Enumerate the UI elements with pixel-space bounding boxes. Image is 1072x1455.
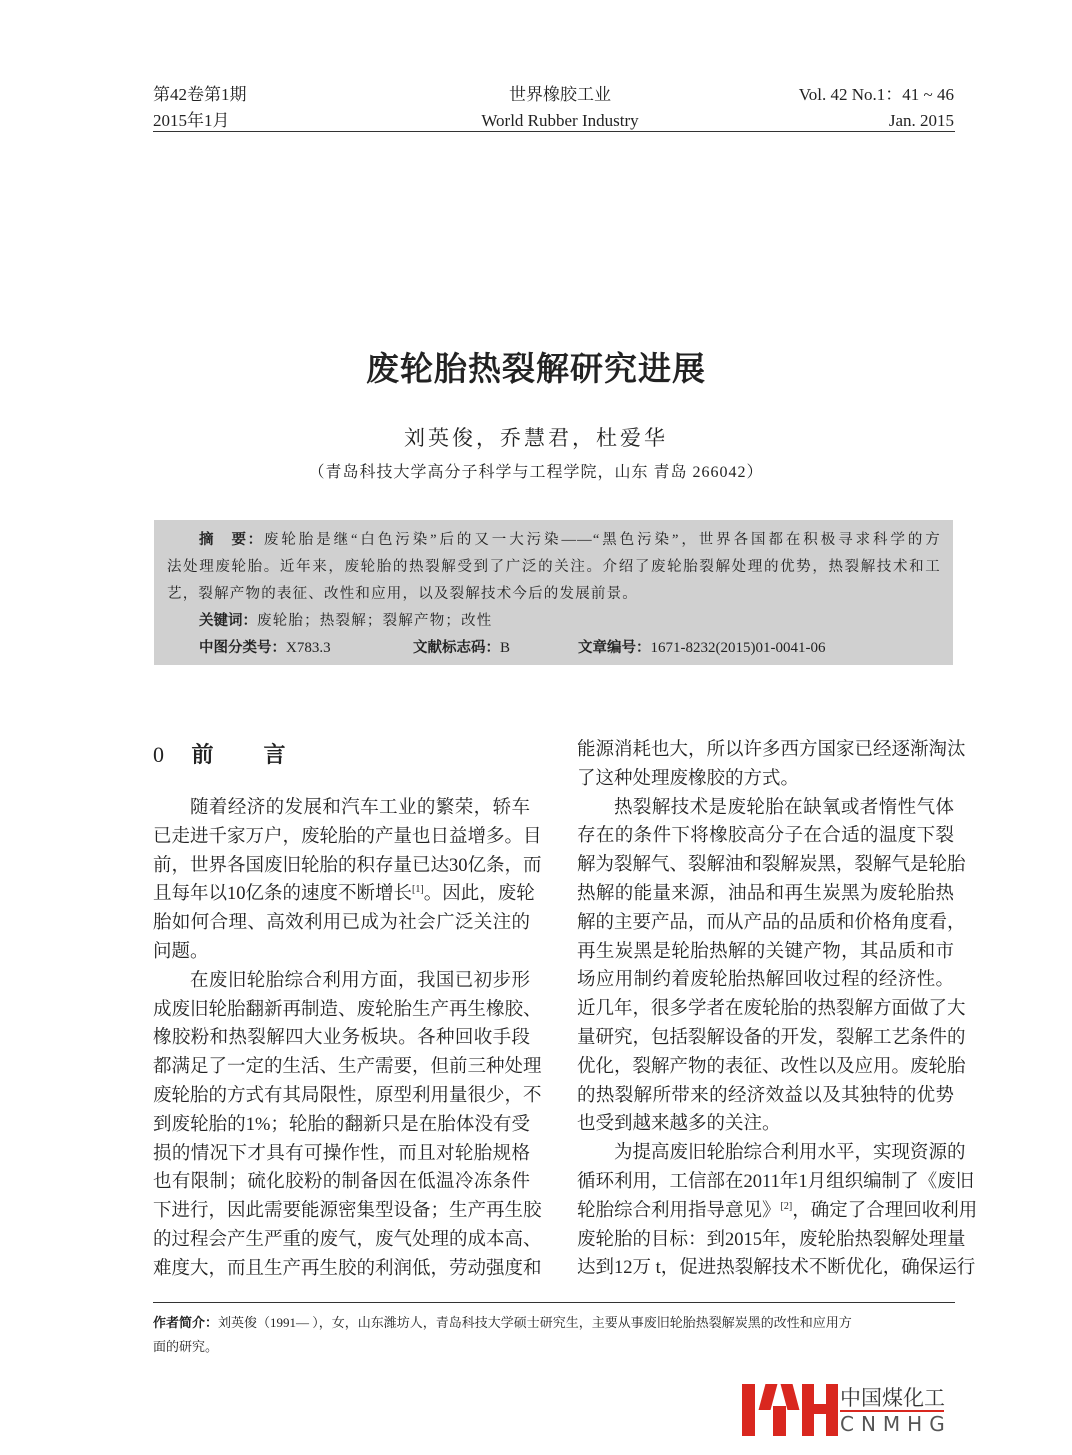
body-text-line: 在废旧轮胎综合利用方面，我国已初步形 [190, 970, 530, 991]
section-number: 0 [153, 742, 164, 767]
body-text-line: 能源消耗也大，所以许多西方国家已经逐渐淘汰 [577, 740, 966, 760]
body-text-line: 场应用制约着废轮胎热解回收过程的经济性。 [577, 970, 954, 991]
body-text-line: 再生炭黑是轮胎热解的关键产物，其品质和市 [577, 941, 954, 962]
abstract-text: 废轮胎是继“白色污染”后的又一大污染——“黑色污染”，世界各国都在积极寻求科学的方 [263, 532, 941, 548]
body-text-line: 废轮胎的目标：到2015年，废轮胎热裂解处理量 [577, 1229, 966, 1250]
right-column [577, 736, 978, 1283]
body-text-line: 优化，裂解产物的表征、改性以及应用。废轮胎 [577, 1056, 966, 1077]
body-text-line: 成废旧轮胎翻新再制造、废轮胎生产再生橡胶、 [153, 999, 542, 1020]
footnote-rule [153, 1302, 955, 1303]
logo-text-en: CNMHG [840, 1412, 952, 1436]
body-text-line: 已走进千家万户，废轮胎的产量也日益增多。目 [153, 826, 542, 847]
section-title: 前 言 [191, 743, 288, 768]
abstract-line: 法处理废轮胎。近年来，废轮胎的热裂解受到了广泛的关注。介绍了废轮胎裂解处理的优势，热裂解技术和工 [167, 559, 941, 575]
paper-title: 废轮胎热裂解研究进展 [366, 349, 706, 388]
body-text-line: 橡胶粉和热裂解四大业务板块。各种回收手段 [153, 1028, 530, 1049]
doc-code-value: B [500, 640, 511, 656]
left-column [153, 794, 542, 1284]
body-text-line: 损的情况下才具有可操作性，而且对轮胎规格 [153, 1143, 530, 1164]
body-text-line: 解的主要产品，而从产品的品质和价格角度看， [577, 912, 966, 933]
body-text-line: 量研究，包括裂解设备的开发，裂解工艺条件的 [577, 1027, 966, 1048]
logo-mark [742, 1384, 755, 1436]
body-text-line: 达到12万 t，促进热裂解技术不断优化，确保运行 [577, 1258, 976, 1279]
journal-name-cn: 世界橡胶工业 [509, 85, 611, 104]
clc-label: 中图分类号： [199, 640, 286, 656]
logo-mark [802, 1384, 814, 1436]
header-rule [153, 131, 955, 132]
body-text-line: 下进行，因此需要能源密集型设备；生产再生胶 [153, 1201, 542, 1222]
body-text-line: 热裂解技术是废轮胎在缺氧或者惰性气体 [614, 797, 954, 818]
body-text-line: 近几年，很多学者在废轮胎的热裂解方面做了大 [577, 999, 966, 1020]
body-text-line: 都满足了一定的生活、生产需要，但前三种处理 [153, 1057, 542, 1078]
body-text-line: 了这种处理废橡胶的方式。 [577, 768, 800, 789]
citation-ref[interactable]: [2] [780, 1200, 793, 1212]
body-text-line: 存在的条件下将橡胶高分子在合适的温度下裂 [577, 826, 954, 847]
body-text-line: 的热裂解所带来的经济效益以及其独特的优势 [577, 1085, 954, 1106]
authors: 刘英俊，乔慧君，杜爱华 [404, 426, 668, 450]
logo-mark [773, 1406, 786, 1436]
body-text-line: 胎如何合理、高效利用已成为社会广泛关注的 [153, 913, 530, 934]
header-date-cn: 2015年1月 [153, 111, 230, 130]
logo-text-cn: 中国煤化工 [840, 1386, 945, 1410]
article-no-value: 1671-8232(2015)01-0041-06 [650, 640, 826, 656]
section-heading [153, 738, 288, 769]
body-text-line: 循环利用，工信部在2011年1月组织编制了《废旧 [577, 1171, 975, 1192]
keywords [167, 611, 941, 631]
author-footnote [153, 1311, 955, 1358]
body-text-line: 前，世界各国废旧轮胎的积存量已达30亿条，而 [153, 855, 542, 876]
body-text-line: 随着经济的发展和汽车工业的繁荣，轿车 [190, 798, 530, 818]
abstract-label: 摘 要： [199, 532, 264, 548]
clc-value: X783.3 [286, 640, 331, 656]
abstract-line [167, 530, 941, 550]
body-text-line: 解为裂解气、裂解油和裂解炭黑，裂解气是轮胎 [577, 855, 966, 876]
body-text-line: 且每年以10亿条的速度不断增长[1]。因此，废轮 [153, 884, 535, 905]
footnote-text: 刘英俊（1991— ），女，山东潍坊人，青岛科技大学硕士研究生，主要从事废旧轮胎热裂解炭黑的改性和应用方 [218, 1315, 852, 1330]
article-no-label: 文章编号： [578, 640, 651, 656]
doc-code-label: 文献标志码： [413, 640, 500, 656]
header-citation: Vol. 42 No.1：41 ~ 46 [798, 85, 954, 104]
citation-ref[interactable]: [1] [412, 884, 424, 896]
body-text-line: 的过程会产生严重的废气，废气处理的成本高、 [153, 1229, 542, 1250]
body-text-line: 也有限制；硫化胶粉的制备因在低温冷冻条件 [153, 1172, 530, 1193]
logo-mark [826, 1384, 838, 1436]
body-text-line: 也受到越来越多的关注。 [577, 1114, 781, 1135]
header-volume: 第42卷第1期 [153, 85, 247, 104]
journal-name-en: World Rubber Industry [481, 111, 639, 130]
affiliation: （青岛科技大学高分子科学与工程学院，山东 青岛 266042） [308, 464, 764, 481]
body-text-line: 轮胎综合利用指导意见》[2]，确定了合理回收利用 [577, 1200, 978, 1221]
body-text-line: 到废轮胎的1%；轮胎的翻新只是在胎体没有受 [153, 1114, 530, 1135]
keywords-text: 废轮胎；热裂解；裂解产物；改性 [257, 613, 493, 629]
body-text-line: 问题。 [153, 941, 209, 962]
body-text-line: 难度大，而且生产再生胶的利润低，劳动强度和 [153, 1258, 542, 1279]
abstract-line: 艺，裂解产物的表征、改性和应用，以及裂解技术今后的发展前景。 [167, 586, 638, 602]
footnote-label: 作者简介： [153, 1316, 219, 1331]
logo-mark [814, 1404, 826, 1414]
classification-row [167, 638, 941, 658]
body-text-line: 为提高废旧轮胎综合利用水平，实现资源的 [614, 1143, 966, 1164]
watermark-logo [740, 1378, 955, 1438]
body-text-line: 热解的能量来源，油品和再生炭黑为废轮胎热 [577, 883, 954, 904]
abstract-box [154, 520, 953, 665]
body-text-line: 废轮胎的方式有其局限性，原型利用量很少，不 [153, 1085, 542, 1106]
keywords-label: 关键词： [199, 613, 257, 629]
footnote-text: 面的研究。 [153, 1339, 219, 1354]
header-date-en: Jan. 2015 [888, 111, 954, 130]
